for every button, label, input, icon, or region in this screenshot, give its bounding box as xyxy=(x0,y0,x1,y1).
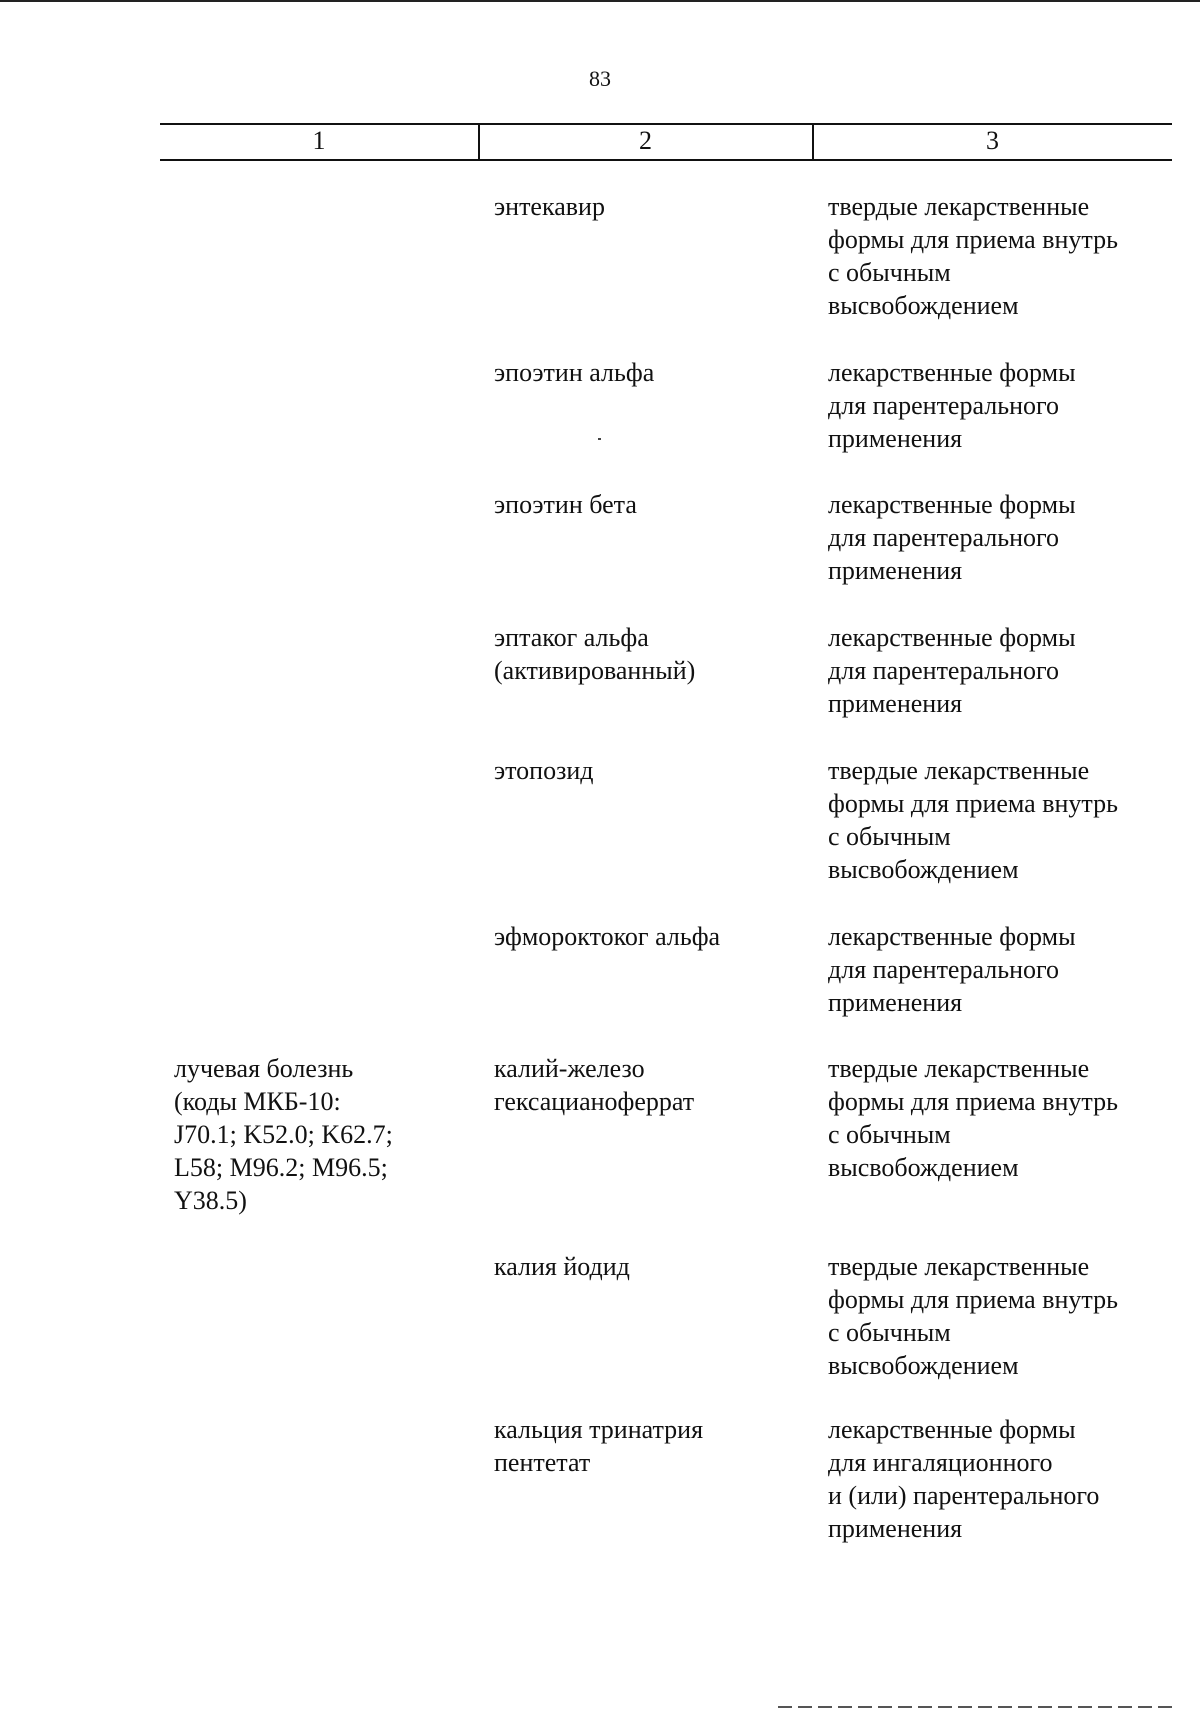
table-cell-disease-radiation-sickness: лучевая болезнь (коды МКБ-10: J70.1; K52.0; K62.7; L58; M96.2; M96.5; Y38.5) xyxy=(174,1054,393,1215)
table-header-col-1: 1 xyxy=(312,126,326,155)
page-top-border xyxy=(0,0,1200,2)
page-bottom-scan-edge xyxy=(778,1706,1178,1708)
table-cell-form-efmoroctocog-alfa: лекарственные формы для парентерального применения xyxy=(828,922,1076,1017)
page-number: 83 xyxy=(589,66,611,91)
table-cell-drug-calcium-trisodium-pentetate: кальция тринатрия пентетат xyxy=(494,1415,704,1477)
table-cell-drug-epoetin-beta: эпоэтин бета xyxy=(494,490,637,519)
scan-speck xyxy=(598,438,601,440)
table-cell-drug-potassium-iodide: калия йодид xyxy=(494,1252,630,1281)
table-cell-drug-etoposide: этопозид xyxy=(494,756,594,785)
table-cell-drug-entecavir: энтекавир xyxy=(494,192,605,221)
table-cell-form-potassium-iodide: твердые лекарственные формы для приема внутрь с обычным высвобождением xyxy=(828,1252,1118,1380)
table-cell-drug-eptacog-alfa: эптаког альфа (активированный) xyxy=(494,623,696,685)
table-cell-drug-potassium-iron-hexacyanoferrate: калий-железо гексацианоферрат xyxy=(494,1054,695,1116)
table-cell-drug-efmoroctocog-alfa: эфмороктоког альфа xyxy=(494,922,721,951)
table-header-col-3: 3 xyxy=(986,126,999,155)
table-cell-form-etoposide: твердые лекарственные формы для приема внутрь с обычным высвобождением xyxy=(828,756,1118,884)
table-cell-form-epoetin-beta: лекарственные формы для парентерального применения xyxy=(828,490,1076,585)
table-cell-form-potassium-iron-hexacyanoferrate: твердые лекарственные формы для приема внутрь с обычным высвобождением xyxy=(828,1054,1118,1182)
table-cell-drug-epoetin-alfa: эпоэтин альфа xyxy=(494,358,655,387)
table-header-col-2: 2 xyxy=(639,126,652,155)
table-header-bottom-rule xyxy=(160,159,1172,161)
table-cell-form-entecavir: твердые лекарственные формы для приема внутрь с обычным высвобождением xyxy=(828,192,1118,320)
table-cell-form-epoetin-alfa: лекарственные формы для парентерального применения xyxy=(828,358,1076,453)
table-cell-form-eptacog-alfa: лекарственные формы для парентерального применения xyxy=(828,623,1076,718)
table-header-top-rule xyxy=(160,123,1172,125)
table-cell-form-calcium-trisodium-pentetate: лекарственные формы для ингаляционного и (или) парентерального применения xyxy=(828,1415,1100,1543)
